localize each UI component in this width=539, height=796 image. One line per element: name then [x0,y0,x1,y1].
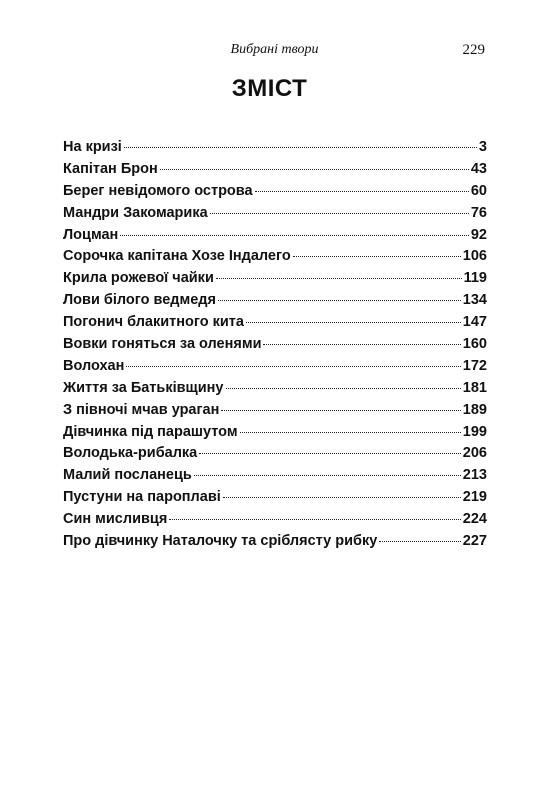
toc-entry-page: 199 [462,423,487,440]
dot-leader [255,191,469,192]
toc-entry-title: Волохан [63,357,125,374]
dot-leader [126,366,460,367]
toc-entry-title: Син мисливця [63,511,168,528]
toc-entry-title: Сорочка капітана Хозе Індалего [63,248,291,265]
toc-entry-title: Володька-рибалка [63,445,198,462]
toc-entry-title: Пустуни на пароплаві [63,489,221,506]
dot-leader [379,541,461,542]
toc-entry-page: 160 [462,336,487,353]
dot-leader [216,278,462,279]
toc-entry-page: 92 [470,226,487,243]
toc-list [63,137,487,553]
toc-entry [63,181,487,203]
toc-heading: ЗМІСТ [231,75,308,102]
toc-entry-title: Вовки гоняться за оленями [63,336,262,353]
toc-entry [63,159,487,181]
dot-leader [124,147,477,148]
toc-entry-page: 3 [478,139,487,155]
toc-entry [63,378,487,400]
toc-entry [63,334,487,356]
dot-leader [223,497,461,498]
toc-entry-title: Мандри Закомарика [63,204,208,221]
toc-entry [63,465,487,487]
dot-leader [120,235,469,236]
toc-entry [63,509,487,531]
page-number: 229 [462,42,485,58]
toc-entry [63,203,487,225]
toc-entry-page: 76 [470,204,487,221]
dot-leader [293,256,461,257]
toc-entry [63,137,487,159]
toc-entry-page: 60 [470,182,487,199]
dot-leader [246,322,461,323]
toc-entry-page: 181 [462,379,487,396]
toc-entry-page: 189 [462,401,487,418]
toc-entry-page: 224 [462,511,487,528]
dot-leader [263,344,460,345]
toc-entry [63,422,487,444]
toc-entry [63,487,487,509]
toc-entry-title: Берег невідомого острова [63,182,253,199]
toc-entry-page: 213 [462,467,487,484]
toc-entry [63,312,487,334]
toc-entry [63,268,487,290]
toc-entry-title: Лови білого ведмедя [63,292,216,309]
toc-entry [63,356,487,378]
toc-entry-title: Про дівчинку Наталочку та сріблясту рибку [63,533,378,550]
toc-entry [63,246,487,268]
dot-leader [194,475,461,476]
toc-entry-title: Крила рожевої чайки [63,270,214,287]
toc-entry-title: Лоцман [63,226,119,243]
toc-entry [63,225,487,247]
toc-entry [63,290,487,312]
toc-entry-title: Дівчинка під парашутом [63,423,238,440]
toc-entry [63,443,487,465]
dot-leader [218,300,461,301]
dot-leader [240,432,461,433]
toc-entry-page: 43 [470,160,487,177]
dot-leader [160,169,469,170]
toc-entry [63,400,487,422]
toc-entry-title: Капітан Брон [63,160,158,177]
toc-entry-page: 227 [462,533,487,550]
toc-entry-title: Погонич блакитного кита [63,314,244,331]
toc-entry-title: Малий посланець [63,467,192,484]
toc-entry-page: 172 [462,357,487,374]
dot-leader [199,453,461,454]
dot-leader [169,519,461,520]
toc-entry-page: 134 [462,292,487,309]
dot-leader [226,388,461,389]
toc-entry-page: 219 [462,489,487,506]
dot-leader [210,213,469,214]
toc-entry-page: 119 [463,270,487,287]
toc-entry-title: На кризі [63,139,122,155]
dot-leader [221,410,460,411]
toc-entry-title: З півночі мчав ураган [63,401,220,418]
toc-entry-page: 147 [462,314,487,331]
toc-entry-page: 106 [462,248,487,265]
running-header [64,38,485,62]
toc-entry-page: 206 [462,445,487,462]
book-title: Вибрані твори [230,42,319,57]
toc-entry-title: Життя за Батьківщину [63,379,224,396]
toc-entry [63,531,487,553]
